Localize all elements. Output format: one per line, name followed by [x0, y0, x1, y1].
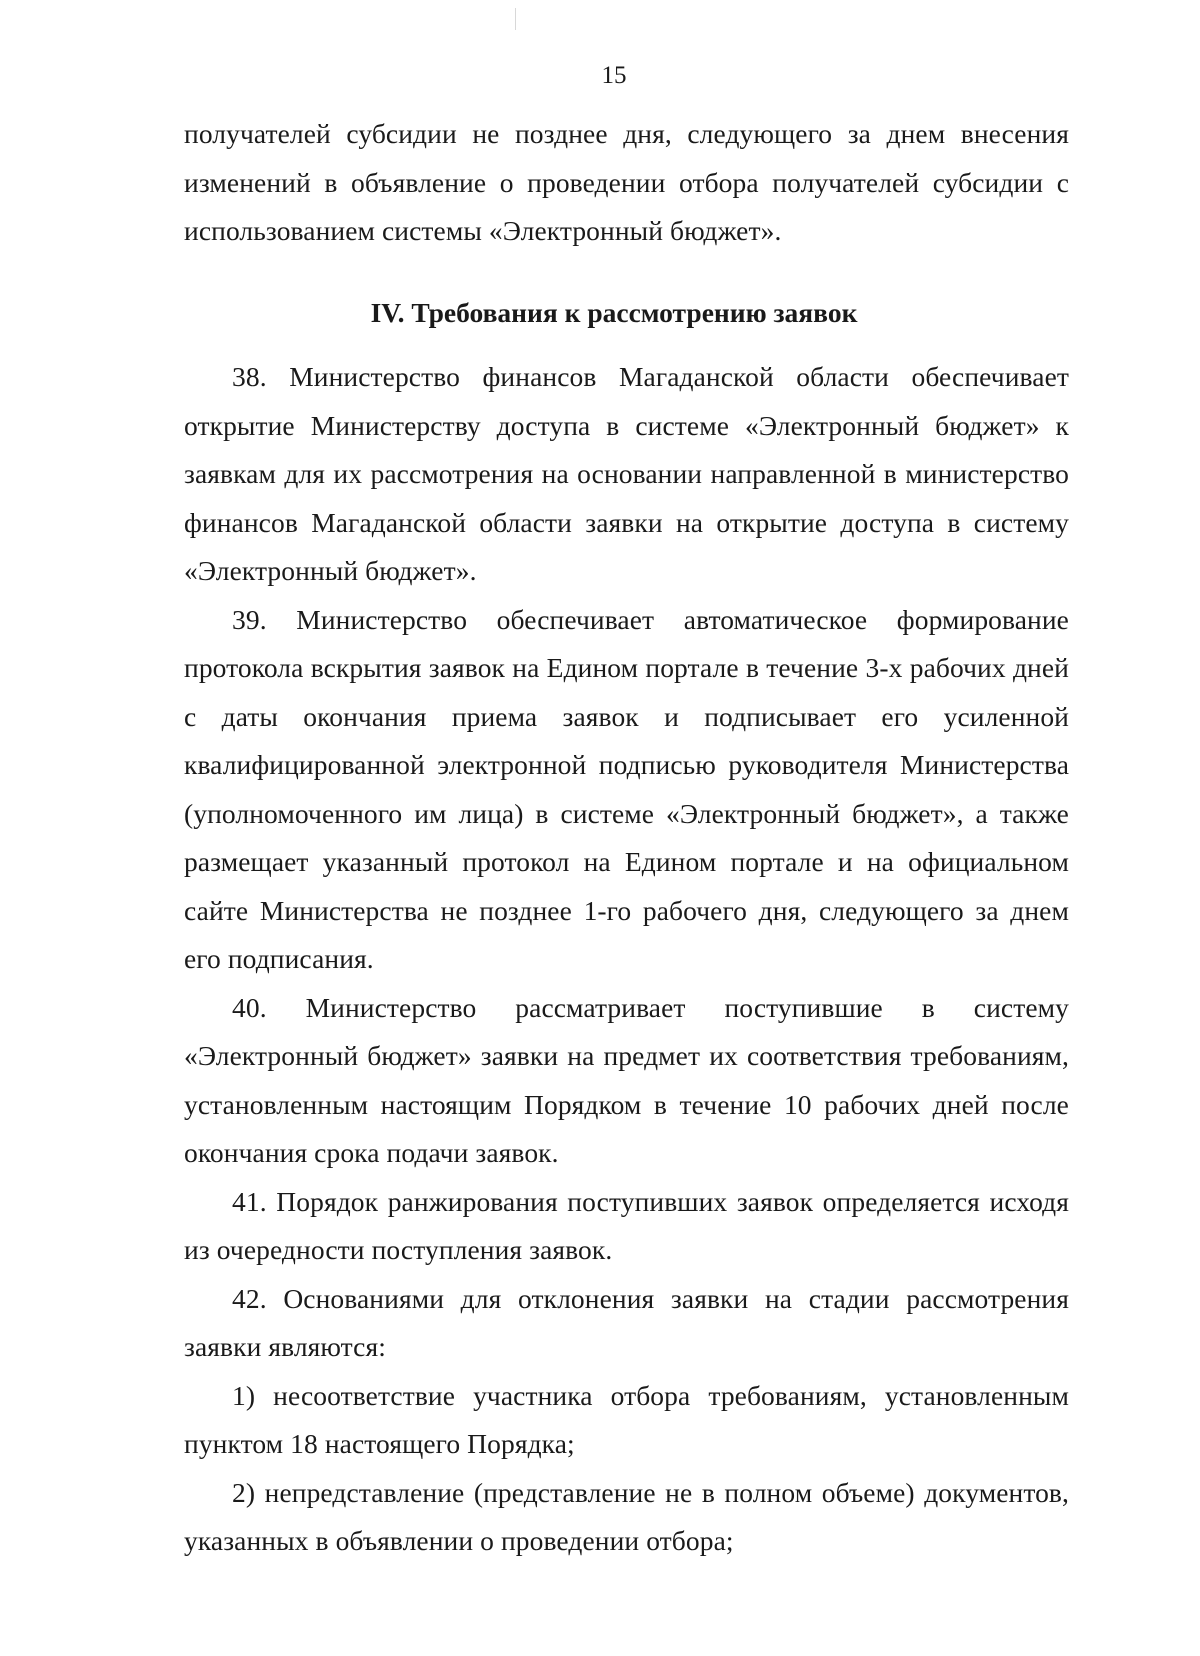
intro-block	[184, 110, 1069, 256]
paragraph-42: 42. Основаниями для отклонения заявки на стадии рассмотрения заявки являются:	[184, 1282, 1069, 1362]
paragraph-41: 41. Порядок ранжирования поступивших заявок определяется исходя из очередности поступления заявок.	[184, 1185, 1069, 1265]
list-item-2: 2) непредставление (представление не в полном объеме) документов, указанных в объявлении о проведении отбора;	[184, 1476, 1069, 1556]
list-item-1: 1) несоответствие участника отбора требованиям, установленным пунктом 18 настоящего Порядка;	[184, 1379, 1069, 1459]
body-block	[184, 353, 1069, 1566]
scan-artifact	[515, 8, 516, 30]
section-heading: IV. Требования к рассмотрению заявок	[370, 297, 858, 328]
paragraph-40: 40. Министерство рассматривает поступившие в систему «Электронный бюджет» заявки на предмет их соответствия требованиям, установленным настоящим Порядком в течение 10 рабочих дней после окончания срока подачи заявок.	[184, 991, 1069, 1168]
page-number: 15	[601, 62, 627, 89]
paragraph-39: 39. Министерство обеспечивает автоматическое формирование протокола вскрытия заявок на Едином портале в течение 3-х рабочих дней с даты окончания приема заявок и подписывает его усиленной квалифицированной электронной подписью руководителя Министерства (уполномоченного им лица) в системе «Электронный бюджет», а также размещает указанный протокол на Едином портале и на официальном сайте Министерства не позднее 1-го рабочего дня, следующего за днем его подписания.	[184, 603, 1069, 974]
paragraph-38: 38. Министерство финансов Магаданской области обеспечивает открытие Министерству доступа в системе «Электронный бюджет» к заявкам для их рассмотрения на основании направленной в министерство финансов Магаданской области заявки на открытие доступа в систему «Электронный бюджет».	[184, 361, 1069, 586]
intro-paragraph: получателей субсидии не позднее дня, следующего за днем внесения изменений в объявление о проведении отбора получателей субсидии с использованием системы «Электронный бюджет».	[184, 118, 1069, 246]
